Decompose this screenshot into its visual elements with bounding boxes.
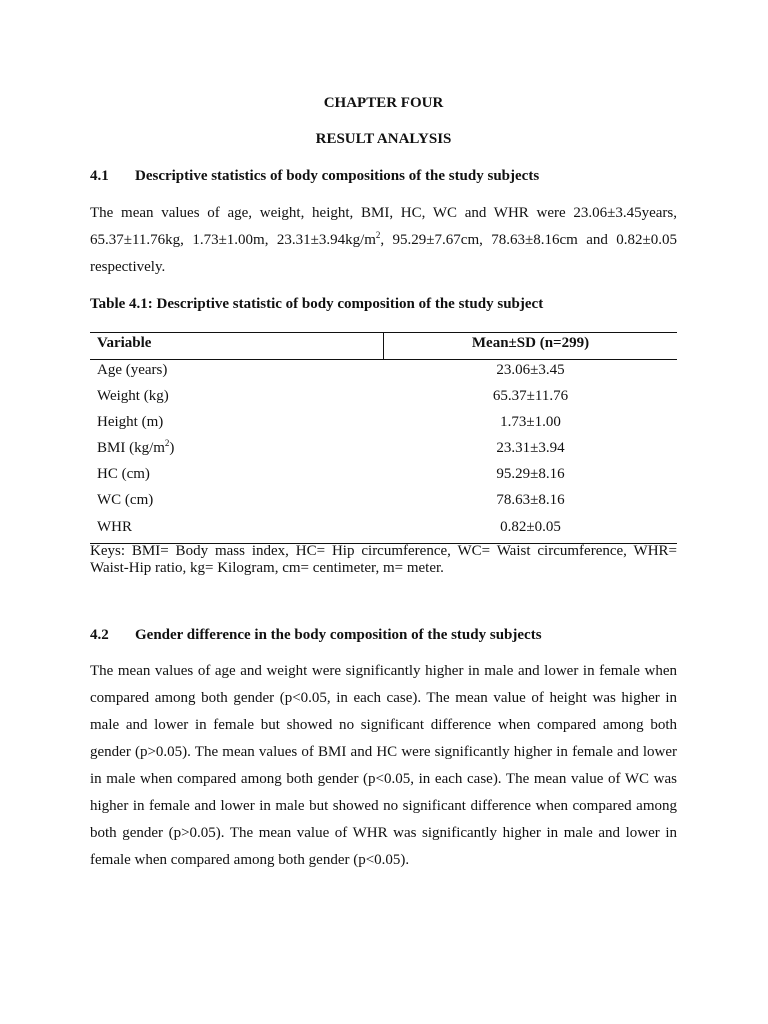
table-caption: Table 4.1: Descriptive statistic of body composition of the study subject [90, 296, 544, 312]
table-row [90, 386, 677, 412]
row-variable-suffix: ) [169, 440, 175, 457]
table-row [90, 517, 677, 543]
paragraph-line: The mean values of age, weight, height, BMI, HC, WC and WHR were 23.06±3.45years, [90, 205, 677, 221]
section-title: Gender difference in the body composition of the study subjects [135, 627, 542, 643]
table-header-row [90, 333, 677, 360]
descriptive-stats-table [90, 332, 677, 544]
paragraph-text: , 95.29±7.67cm, 78.63±8.16cm and 0.82±0.05 [380, 232, 677, 248]
row-value: 1.73±1.00 [500, 414, 561, 431]
paragraph-line: gender (p>0.05). The mean values of BMI and HC were significantly higher in female and lower [90, 744, 677, 760]
paragraph-line: male and lower in female but showed no significant difference when compared among both [90, 717, 677, 733]
paragraph-line: higher in female and lower in male but showed no significant difference when compared among [90, 798, 677, 814]
table-row [90, 464, 677, 490]
section-number: 4.2 [90, 627, 109, 643]
paragraph-line: female when compared among both gender (p<0.05). [90, 852, 410, 868]
section-title: Descriptive statistics of body compositions of the study subjects [135, 168, 540, 184]
superscript: 2 [164, 438, 170, 449]
keys-line: Keys: BMI= Body mass index, HC= Hip circumference, WC= Waist circumference, WHR= [90, 543, 677, 559]
row-value: 23.31±3.94 [496, 440, 565, 457]
paragraph-line [90, 227, 677, 254]
section-4-2-paragraph [90, 658, 677, 874]
paragraph-line: compared among both gender (p<0.05, in each case). The mean value of height was higher in [90, 690, 677, 706]
row-variable [90, 438, 384, 464]
paragraph-line: The mean values of age and weight were significantly higher in male and lower in female when [90, 663, 677, 679]
row-variable: Weight (kg) [97, 388, 169, 405]
row-variable: HC (cm) [97, 466, 150, 483]
row-variable-text: BMI (kg/m [97, 440, 165, 457]
paragraph-line: respectively. [90, 259, 166, 275]
row-variable: WC (cm) [97, 492, 154, 509]
row-value: 65.37±11.76 [492, 388, 569, 405]
paragraph-text: 65.37±11.76kg, 1.73±1.00m, 23.31±3.94kg/m [90, 232, 376, 248]
document-page [90, 0, 677, 1024]
row-variable: Age (years) [97, 362, 168, 378]
row-value: 23.06±3.45 [496, 362, 565, 378]
header-mean-sd: Mean±SD (n=299) [471, 335, 590, 351]
keys-line: Waist-Hip ratio, kg= Kilogram, cm= centimeter, m= meter. [90, 560, 444, 576]
section-4-1-paragraph [90, 200, 677, 281]
row-variable: Height (m) [97, 414, 164, 431]
chapter-title: CHAPTER FOUR [323, 95, 444, 111]
table-row [90, 360, 677, 386]
row-value: 95.29±8.16 [496, 466, 565, 483]
row-variable: WHR [97, 518, 132, 535]
superscript: 2 [375, 230, 381, 240]
table-row [90, 490, 677, 516]
paragraph-line: both gender (p>0.05). The mean value of WHR was significantly higher in male and lower in [90, 825, 677, 841]
chapter-subtitle: RESULT ANALYSIS [315, 131, 452, 147]
row-value: 78.63±8.16 [496, 492, 565, 509]
table-row [90, 412, 677, 438]
header-variable: Variable [90, 333, 384, 359]
table-keys-note [90, 543, 677, 577]
table-row [90, 438, 677, 464]
paragraph-line: in male when compared among both gender (p<0.05, in each case). The mean value of WC was [90, 771, 677, 787]
section-number: 4.1 [90, 168, 109, 184]
row-value: 0.82±0.05 [500, 518, 561, 535]
